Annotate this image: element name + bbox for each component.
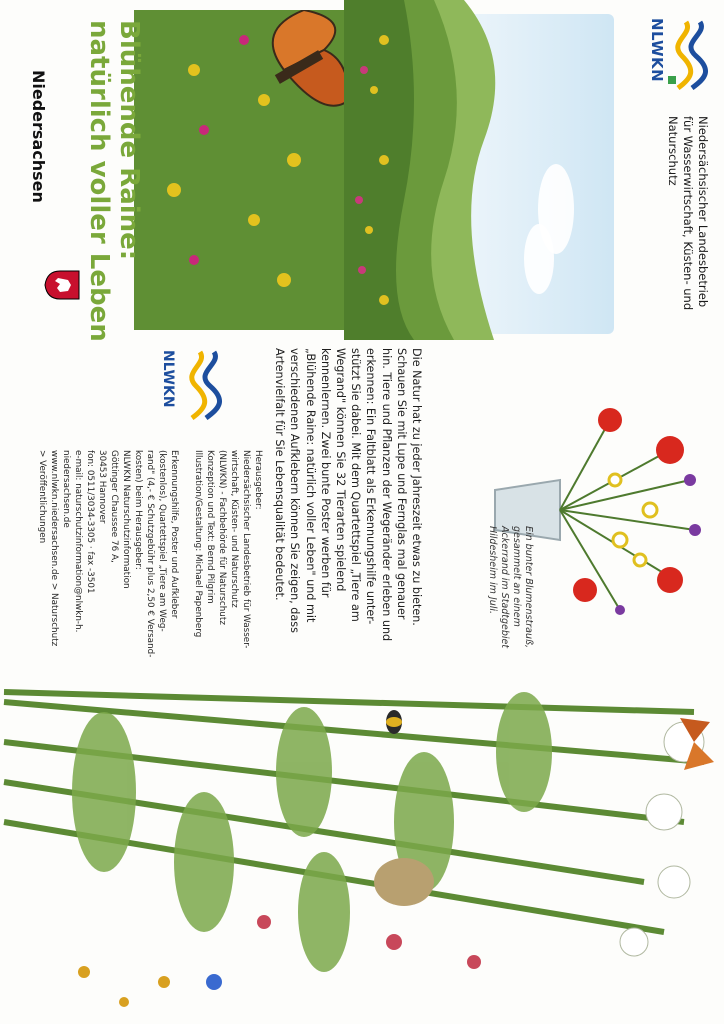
intro-line: Wegrand" können Sie 32 Tierarten spielend [333,348,347,592]
caption-line: Ackerrand im Stadtgebiet [499,526,510,649]
imprint-line: fon: 0511/3034-3305 · fax -3501 [85,450,95,594]
publisher-line: für Wasserwirtschaft, Küsten- und [681,116,695,311]
intro-line: „Blühende Raine: natürlich voller Leben" und mit [303,348,317,623]
blue-flower-icon [206,974,222,990]
intro-line: Die Natur hat zu jeder Jahreszeit etwas zu bieten. [410,348,423,626]
imprint-line: Konzeption und Text: Bernd Pilgrim [205,450,215,604]
imprint-line [180,450,192,678]
caption-line: Ein bunter Blumenstrauß, [523,526,534,648]
imprint-line: (NLWKN) - Fachbehörde für Naturschutz [217,450,227,625]
nlwkn-wordmark: NLWKN [160,350,176,408]
info-panel [0,340,724,682]
imprint-line: rand" (4,- € Schutzgebühr plus 2,50 € Versand- [145,450,155,658]
imprint-line: Göttinger Chaussee 76 A, [109,450,119,563]
wasp-nest-icon [374,858,434,906]
publisher-line: Naturschutz [666,116,680,186]
imprint-line: www.nlwkn.niedersachsen.de > Naturschutz [49,450,59,647]
caption-line: gesammelt an einem [511,526,522,627]
state-name: Niedersachsen [29,70,48,203]
bumblebee-icon [386,710,402,734]
imprint-line: Illustration/Gestaltung: Michael Papenberg [193,450,203,638]
publisher-header [608,6,718,336]
intro-line: hin. Tiere und Pflanzen der Wegeränder erleben und [379,348,393,642]
intro-line: Schauen Sie mit Lupe und Fernglas mal genauer [394,348,408,620]
publisher-logo-small [154,350,224,430]
imprint-line: > Veröffentlichungen [37,450,47,544]
nlwkn-wave-icon [666,20,710,90]
imprint-line: niedersachsen.de [61,450,71,528]
imprint-line: wirtschaft, Küsten- und Naturschutz [229,450,239,608]
intro-line: Artenvielfalt für Sie Lebensqualität bedeutet. [273,348,287,601]
nlwkn-wordmark: NLWKN [648,18,666,83]
intro-line: erkennen: Ein Faltblatt als Erkennungshilfe unter- [364,348,378,625]
nlwkn-wave-icon [180,350,224,420]
imprint-line: Erkennungshilfe, Poster und Aufkleber [169,450,179,619]
butterfly-meadow-illustration [134,10,344,330]
cover-panel [0,0,724,340]
lower-saxony-crest-icon [44,270,80,300]
intro-line: verschiedenen Aufklebern können Sie zeigen, dass [288,348,302,633]
imprint-line: e-mail: naturschutzinformation@nlwkn-h. [73,450,83,633]
imprint-line: NLWKN Naturschutzinformation [121,450,131,589]
state-footer [24,30,84,330]
title-line: natürlich voller Leben [84,20,114,342]
publisher-line: Niedersächsischer Landesbetrieb [696,116,710,308]
imprint-line: kosten) beim Herausgeber: [133,450,143,570]
imprint-line: 30453 Hannover [97,450,107,524]
wayside-plants-illustration [0,682,724,1024]
publisher-name [665,116,710,336]
intro-line: kennenlernen. Zwei bunte Poster werben für [318,348,332,598]
illustration-panel [0,682,724,1024]
caption-line: Hildesheim im Juli. [487,526,498,615]
bouquet-caption [486,526,534,676]
intro-paragraph [272,348,424,676]
imprint-line: Niedersächsischer Landesbetrieb für Wasser- [241,450,251,649]
title-line: Blühende Raine: [114,20,144,261]
imprint-line: Herausgeber: [253,450,263,510]
leaflet-title [84,20,144,340]
intro-line: stützt Sie dabei. Mit dem Quartettspiel „Tiere am [349,348,363,622]
meadow-landscape-illustration [344,0,534,340]
imprint-line: (kostenlos), Quartettspiel „Tiere am Weg- [157,450,167,632]
imprint-block [36,450,264,678]
